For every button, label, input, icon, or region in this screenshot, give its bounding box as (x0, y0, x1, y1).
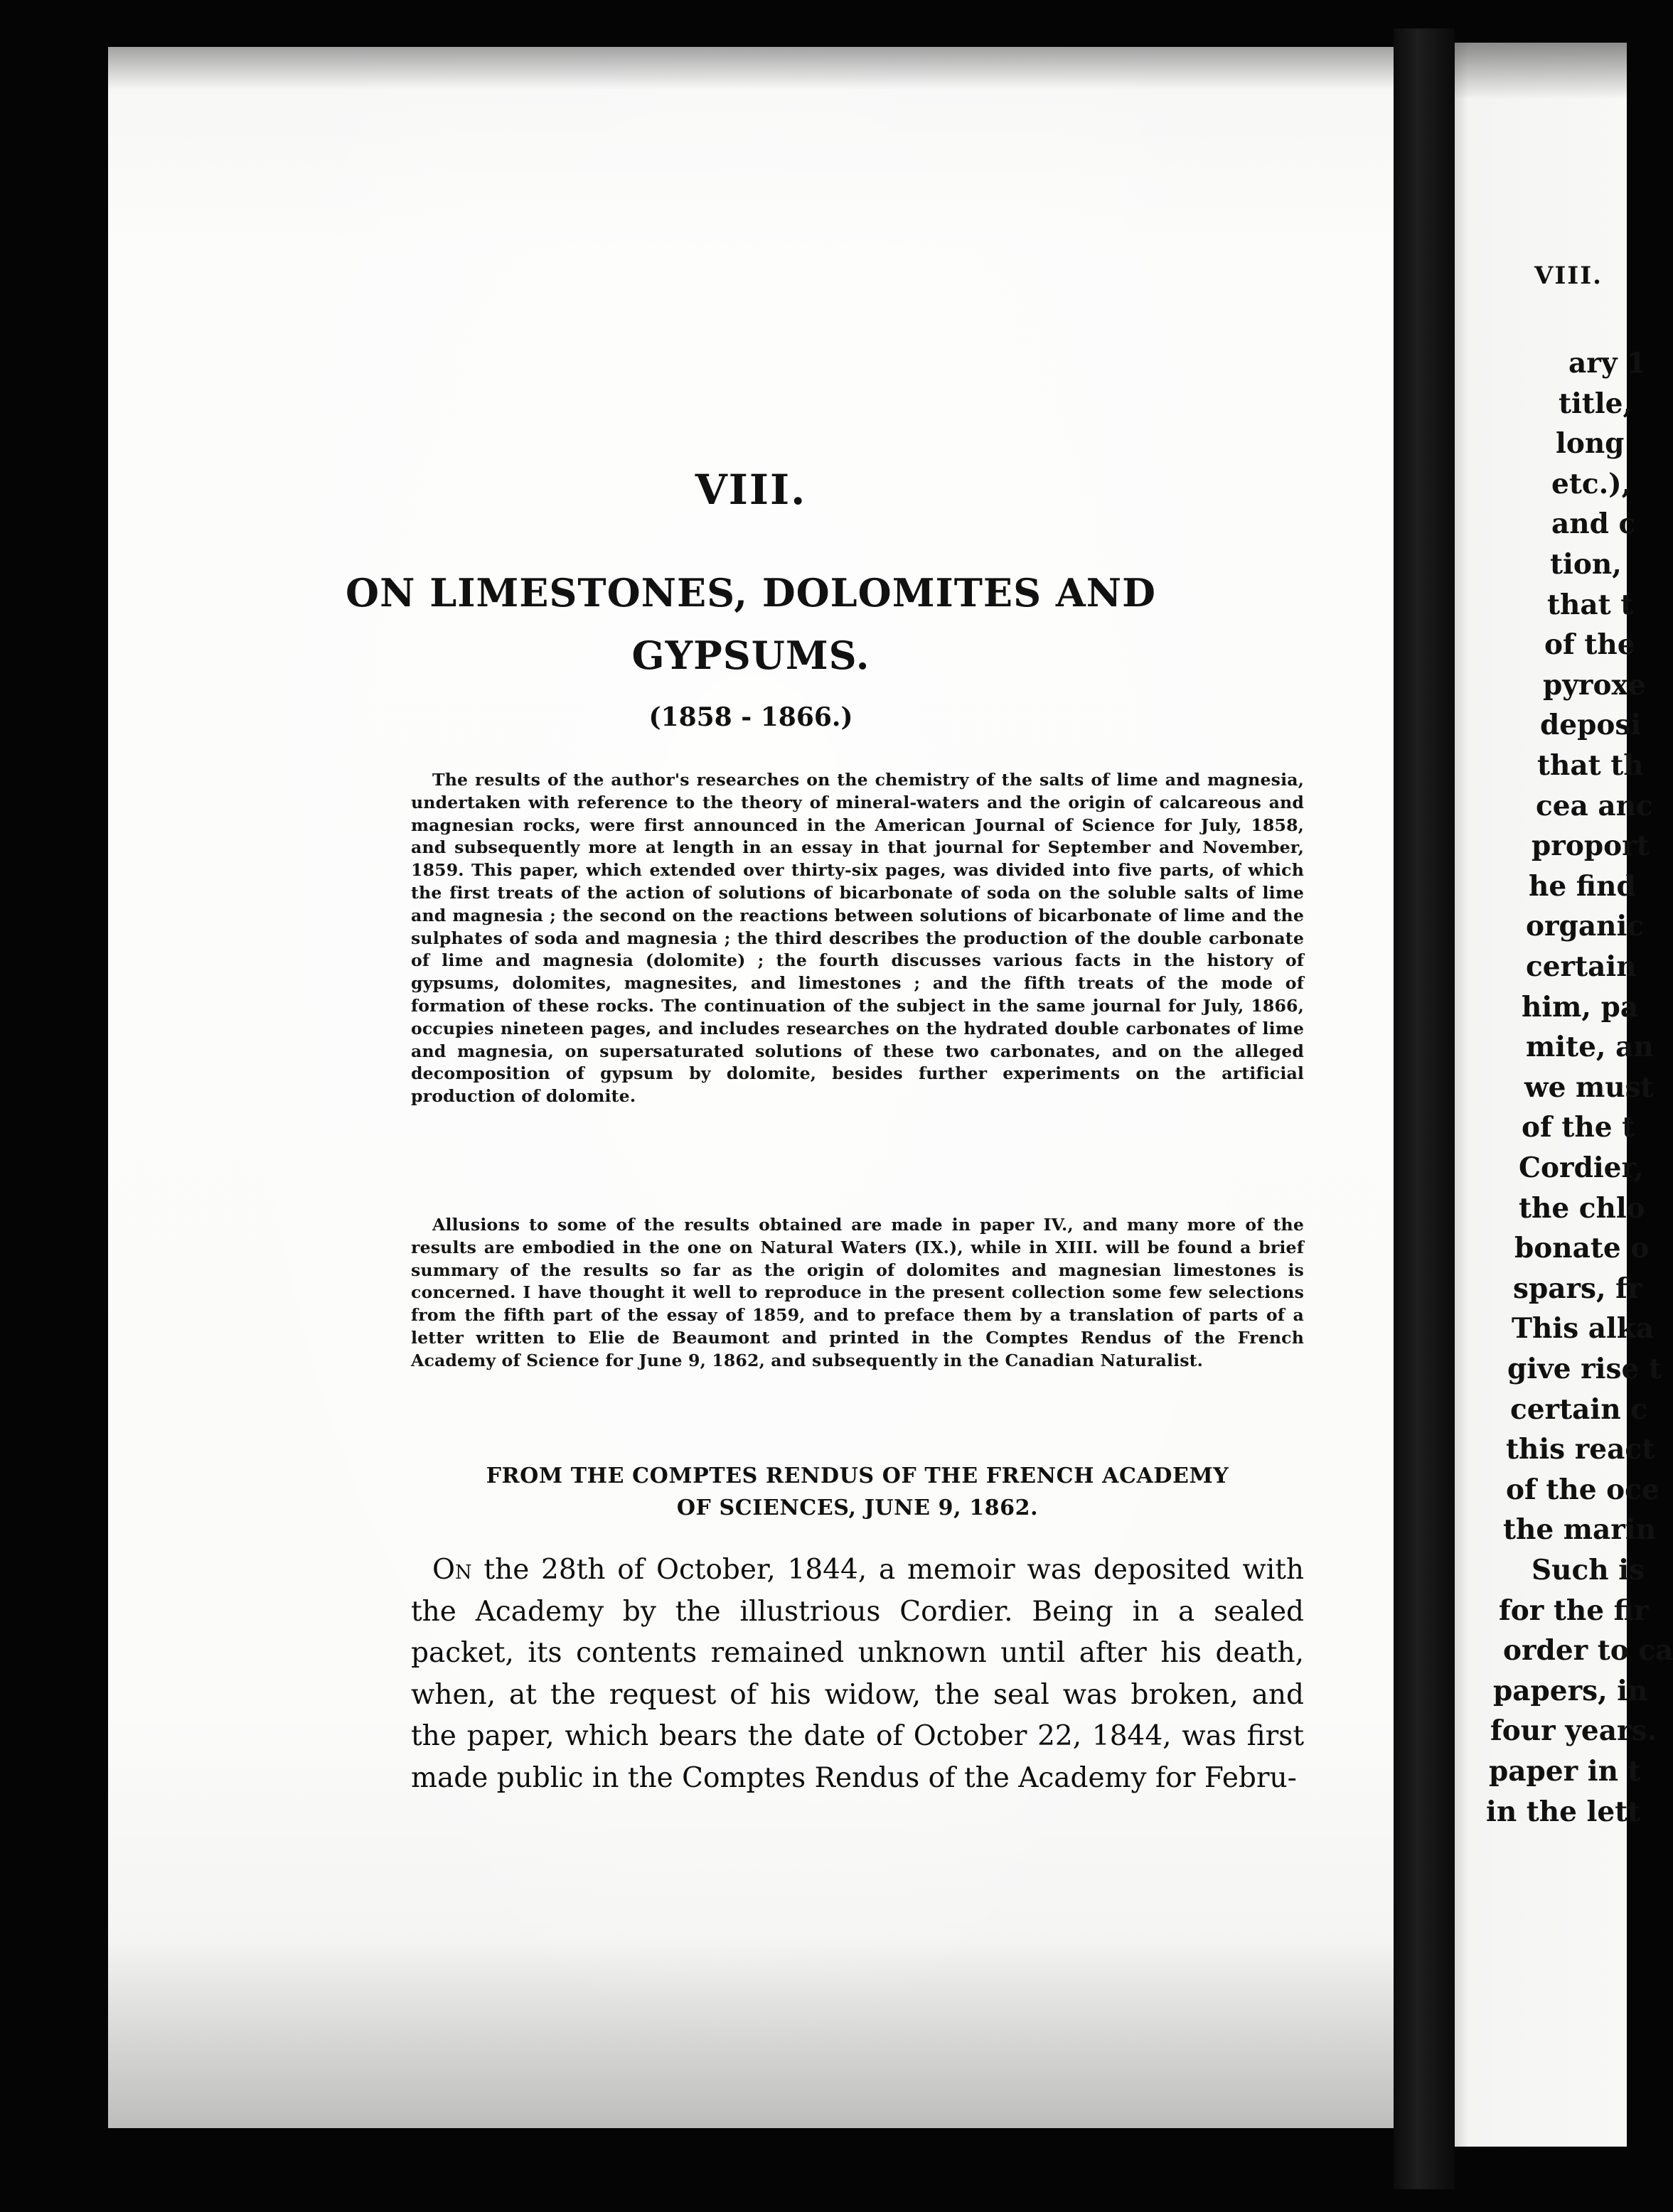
right-page-line: paper in t (1489, 1755, 1641, 1788)
right-page-line: that t (1547, 588, 1634, 621)
right-page-line: in the lett (1486, 1795, 1641, 1828)
right-page-line: mite, an (1526, 1031, 1654, 1064)
section-heading (411, 1460, 1304, 1524)
right-page-line: this react (1506, 1433, 1655, 1466)
body-paragraph (411, 1550, 1304, 1800)
right-page-line: papers, in (1493, 1674, 1648, 1707)
right-page-line: Such is (1532, 1554, 1645, 1586)
body-first-word: On (432, 1554, 472, 1586)
right-page-line: long (1556, 427, 1625, 461)
intro-paragraph: The results of the author's researches on the chemistry of the salts of lime and magnesia, undertaken with reference to the theory of mineral-waters and the origin of calcareous and magnesian rocks, were first announced in the American Journal of Science for July, 1858, and subsequently more at length in an essay in that journal for September and November, 1859. This paper, which extended over thirty-six pages, was divided into five parts, of which the first treats of the action of solutions of bicarbonate of soda on the soluble salts of lime and magnesia ; the second on the reactions between solutions of bicarbonate of lime and the sulphates of soda and magnesia ; the third describes the production of the double carbonate of lime and magnesia (dolomite) ; the fourth discusses various facts in the history of gypsums, dolomites, magnesites, and limestones ; and the fifth treats of the mode of formation of these rocks. The continuation of the subject in the same journal for July, 1866, occupies nineteen pages, and includes researches on the hydrated double carbonates of lime and magnesia, on supersaturated solutions of these two carbonates, and on the alleged decomposition of gypsum by dolomite, besides further experiments on the artificial production of dolomite. (411, 770, 1304, 1107)
right-page-line: that th (1537, 749, 1644, 782)
date-range: (1858 - 1866.) (648, 702, 853, 732)
right-running-head: VIII. (1534, 262, 1603, 290)
right-page-line: the chlo (1519, 1191, 1645, 1225)
right-page-line: give rise t (1507, 1353, 1662, 1385)
right-page-line: deposi (1540, 709, 1642, 742)
right-page-line: order to ca (1503, 1634, 1673, 1668)
intro-paragraph: Allusions to some of the results obtained are made in paper IV., and many more of the results are embodied in the one on Natural Waters (IX.), while in XIII. will be found a brief summary of the results so far as the origin of dolomites and magnesian limestones is concerned. I have thought it well to reproduce in the present collection some few selections from the fifth part of the essay of 1859, and to preface them by a translation of parts of a letter written to Elie de Beaumont and printed in the Comptes Rendus of the French Academy of Science for June 9, 1862, and subsequently in the Canadian Naturalist. (411, 1215, 1304, 1370)
right-page-line: bonate o (1514, 1232, 1650, 1265)
right-page-line: ary 1 (1568, 347, 1647, 380)
right-page-line: pyroxe (1543, 668, 1646, 702)
right-page-line: This alka (1512, 1312, 1655, 1346)
right-page-line: him, pa (1522, 990, 1639, 1024)
section-heading-line: FROM THE COMPTES RENDUS OF THE FRENCH ACADEMY (486, 1464, 1229, 1488)
right-page-line: spars, fr (1513, 1272, 1642, 1305)
right-page-line: of the (1544, 628, 1635, 662)
chapter-title-line: GYPSUMS. (631, 633, 870, 678)
book-gutter (1394, 28, 1455, 2189)
right-page-line: four years. (1490, 1714, 1657, 1748)
section-heading-line: OF SCIENCES, JUNE 9, 1862. (676, 1496, 1039, 1520)
chapter-title (108, 562, 1394, 687)
right-page-line: for the fir (1499, 1594, 1649, 1627)
right-page-line: we must (1524, 1070, 1654, 1104)
right-page-line: certain c (1510, 1392, 1647, 1426)
right-page-line: of the t (1522, 1111, 1635, 1144)
right-page-line: etc.), (1551, 467, 1632, 500)
right-page-line: Cordier, (1519, 1151, 1644, 1184)
body-text: the 28th of October, 1844, a memoir was deposited with the Academy by the illustrious Cordier. Being in a sealed packet, its contents remained unknown until after his death, when, at the request of his widow, the seal was broken, and the paper, which bears the date of October 22, 1844, was first made public in the Comptes Rendus of the Academy for Febru- (411, 1554, 1304, 1794)
chapter-number: VIII. (695, 466, 807, 514)
chapter-title-line: ON LIMESTONES, DOLOMITES AND (346, 570, 1156, 616)
right-page-line: of the oce (1506, 1473, 1659, 1506)
right-page-line: the marin (1503, 1513, 1657, 1547)
right-page-line: certain (1526, 950, 1637, 983)
right-page-line: organic (1526, 910, 1645, 943)
right-page-line: proport (1532, 830, 1650, 863)
right-page-line: and c (1551, 508, 1636, 541)
right-page-line: cea anc (1536, 789, 1653, 822)
right-page-line: he find (1529, 869, 1636, 903)
right-page-line: title, (1559, 387, 1633, 420)
right-page-line: tion, (1550, 548, 1622, 581)
